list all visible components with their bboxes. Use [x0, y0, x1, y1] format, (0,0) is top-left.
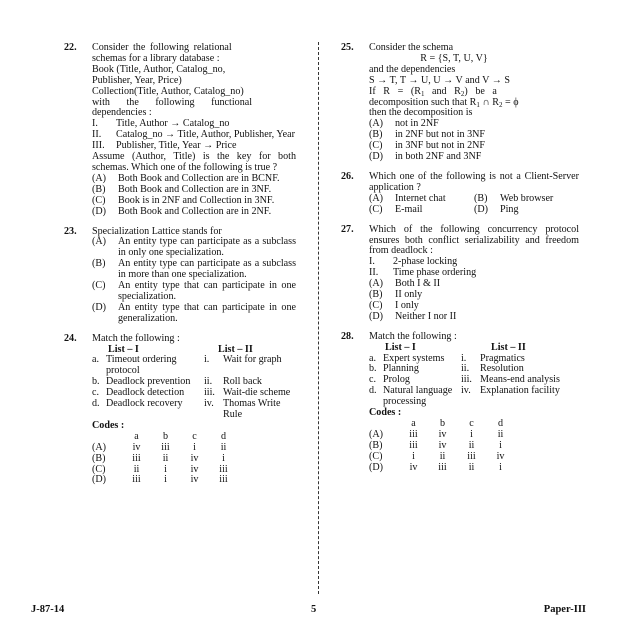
question-assumption: Assume (Author, Title) is the key for both schemas. Which one of the following is true ?	[92, 151, 296, 173]
dependency-item: III. Publisher, Title, Year → Price	[92, 140, 237, 152]
option-d[interactable]: (D) Ping	[474, 203, 519, 215]
codes-header-row: a b c d	[134, 430, 227, 442]
decomposition-line: If $R = (R_1$ and $R_2$) be a	[369, 85, 497, 98]
stem-line: Book (Title, Author, Catalog_no,	[92, 63, 226, 75]
option-a[interactable]: (A) An entity type can participate as a subclass in only one specialization.	[92, 236, 296, 259]
match-table	[369, 343, 579, 408]
question-number: 24.	[64, 332, 77, 344]
stem-line: Collection(Title, Author, Catalog_no)	[92, 85, 244, 97]
list-1-header: List – I	[108, 343, 139, 355]
stem-line: Publisher, Year, Price)	[92, 74, 182, 86]
option-d[interactable]: (D) Both Book and Collection are in 2NF.	[92, 205, 272, 217]
code-option-c[interactable]: (C) i ii iii iv	[369, 450, 505, 462]
dependency-item: II. Catalog_no → Title, Author, Publisher, Year	[92, 129, 295, 141]
list-1-item: a. Timeout ordering protocol	[92, 354, 177, 377]
code-option-b[interactable]: (B) iii iv ii i	[369, 439, 502, 451]
footer-page-number: 5	[311, 604, 317, 615]
option-a[interactable]: (A) not in 2NF	[369, 118, 439, 130]
list-1-item: d. Deadlock recovery	[92, 398, 183, 410]
question-22	[64, 43, 296, 218]
option-b[interactable]: (B) in 2NF but not in 3NF	[369, 129, 486, 141]
question-24	[64, 334, 296, 487]
question-25	[341, 43, 579, 163]
option-c[interactable]: (C) Book is in 2NF and Collection in 3NF.	[92, 194, 275, 206]
footer-paper-name: Paper-III	[543, 604, 586, 615]
option-c[interactable]: (C) An entity type that can participate in one specialization.	[92, 280, 296, 302]
codes-title: Codes :	[92, 419, 125, 431]
dependency-item: I. Title, Author → Catalog_no	[92, 118, 230, 130]
question-28	[341, 332, 579, 474]
list-2-item: ii. Roll back	[204, 376, 262, 388]
code-option-a[interactable]: (A) iv iii i ii	[92, 441, 227, 453]
list-2-item: iv. Explanation facility	[461, 385, 560, 397]
question-number: 27.	[341, 223, 354, 235]
stem-line: schemas for a library database :	[92, 52, 220, 64]
codes-table	[92, 432, 238, 487]
stem-line: dependencies :	[92, 107, 152, 119]
stem-line: and the dependencies	[369, 63, 456, 75]
codes-title: Codes :	[369, 407, 402, 419]
list-1-item: b. Planning	[369, 363, 419, 375]
list-1-item: c. Deadlock detection	[92, 387, 185, 399]
stem-line: then the decomposition is	[369, 107, 473, 119]
list-2-item: iii. Means-end analysis	[461, 374, 560, 386]
question-stem: Consider the schema	[369, 42, 454, 53]
decomposition-condition: decomposition such that $R_1$ ∩ $R_2 = \phi$	[369, 96, 519, 109]
option-d[interactable]: (D) in both 2NF and 3NF	[369, 151, 482, 163]
question-stem: Which one of the following is not a Client-Server application ?	[369, 170, 579, 193]
stem-line: with the following functional	[92, 96, 253, 108]
option-c[interactable]: (C) I only	[369, 299, 419, 311]
list-2-item: ii. Resolution	[461, 363, 524, 375]
option-row	[369, 205, 579, 216]
question-27	[341, 225, 579, 323]
list-1-item: a. Expert systems	[369, 352, 445, 364]
option-a[interactable]: (A) Both I & II	[369, 278, 441, 290]
statement-item: II. Time phase ordering	[369, 267, 477, 279]
code-option-d[interactable]: (D) iii i iv iii	[92, 474, 228, 486]
list-2-item: i. Pragmatics	[461, 352, 525, 364]
option-b[interactable]: (B) Both Book and Collection are in 3NF.	[92, 183, 272, 195]
codes-header-row: a b c d	[411, 418, 504, 429]
code-option-d[interactable]: (D) iv iii ii i	[369, 461, 502, 473]
left-column	[64, 43, 296, 495]
question-number: 22.	[64, 42, 77, 53]
right-column	[341, 43, 579, 483]
list-2-header: List – II	[218, 343, 253, 355]
option-d[interactable]: (D) An entity type that can participate in one generalization.	[92, 301, 296, 324]
question-number: 28.	[341, 330, 354, 342]
footer-paper-code: J-87-14	[31, 604, 65, 615]
code-option-a[interactable]: (A) iii iv i ii	[369, 428, 504, 440]
list-2-item: i. Wait for graph	[204, 354, 282, 366]
option-a[interactable]: (A) Both Book and Collection are in BCNF.	[92, 172, 280, 184]
match-table	[92, 345, 296, 421]
question-stem: Match the following :	[369, 330, 457, 342]
code-option-b[interactable]: (B) iii ii iv i	[92, 452, 225, 464]
code-option-c[interactable]: (C) ii i iv iii	[92, 463, 228, 475]
option-b[interactable]: (B) An entity type can participate as a subclass in more than one specialization.	[92, 258, 296, 281]
list-2-item: iv. Thomas Write Rule	[204, 398, 281, 420]
question-26	[341, 172, 579, 216]
statement-item: I. 2-phase locking	[369, 256, 458, 268]
question-stem: Specialization Lattice stands for	[92, 225, 222, 237]
question-number: 26.	[341, 170, 354, 182]
schema-definition: R = {S, T, U, V}	[420, 52, 488, 64]
option-a[interactable]: (A) Internet chat	[369, 192, 446, 204]
option-b[interactable]: (B) Web browser	[474, 192, 554, 204]
column-divider	[318, 42, 319, 594]
question-stem: Which of the following concurrency protocol ensures both conflict serializability and freedom from deadlock :	[369, 223, 579, 257]
list-2-item: iii. Wait-die scheme	[204, 387, 291, 399]
option-d[interactable]: (D) Neither I nor II	[369, 310, 457, 322]
list-1-item: c. Prolog	[369, 374, 410, 386]
option-c[interactable]: (C) in 3NF but not in 2NF	[369, 140, 486, 152]
question-number: 25.	[341, 42, 354, 53]
list-1-header: List – I	[385, 341, 416, 353]
option-c[interactable]: (C) E-mail	[369, 203, 423, 215]
codes-table	[369, 419, 515, 474]
question-stem: Match the following :	[92, 332, 180, 344]
question-stem	[92, 43, 296, 119]
question-number: 23.	[64, 225, 77, 237]
stem-line: Consider the following relational	[92, 42, 232, 53]
list-1-item: b. Deadlock prevention	[92, 376, 191, 388]
list-2-header: List – II	[491, 341, 526, 353]
dependency-line: S → T, T → U, U → V and V → S	[369, 74, 510, 86]
question-23	[64, 227, 296, 325]
option-b[interactable]: (B) II only	[369, 289, 423, 301]
list-1-item: d. Natural language processing	[369, 385, 453, 408]
